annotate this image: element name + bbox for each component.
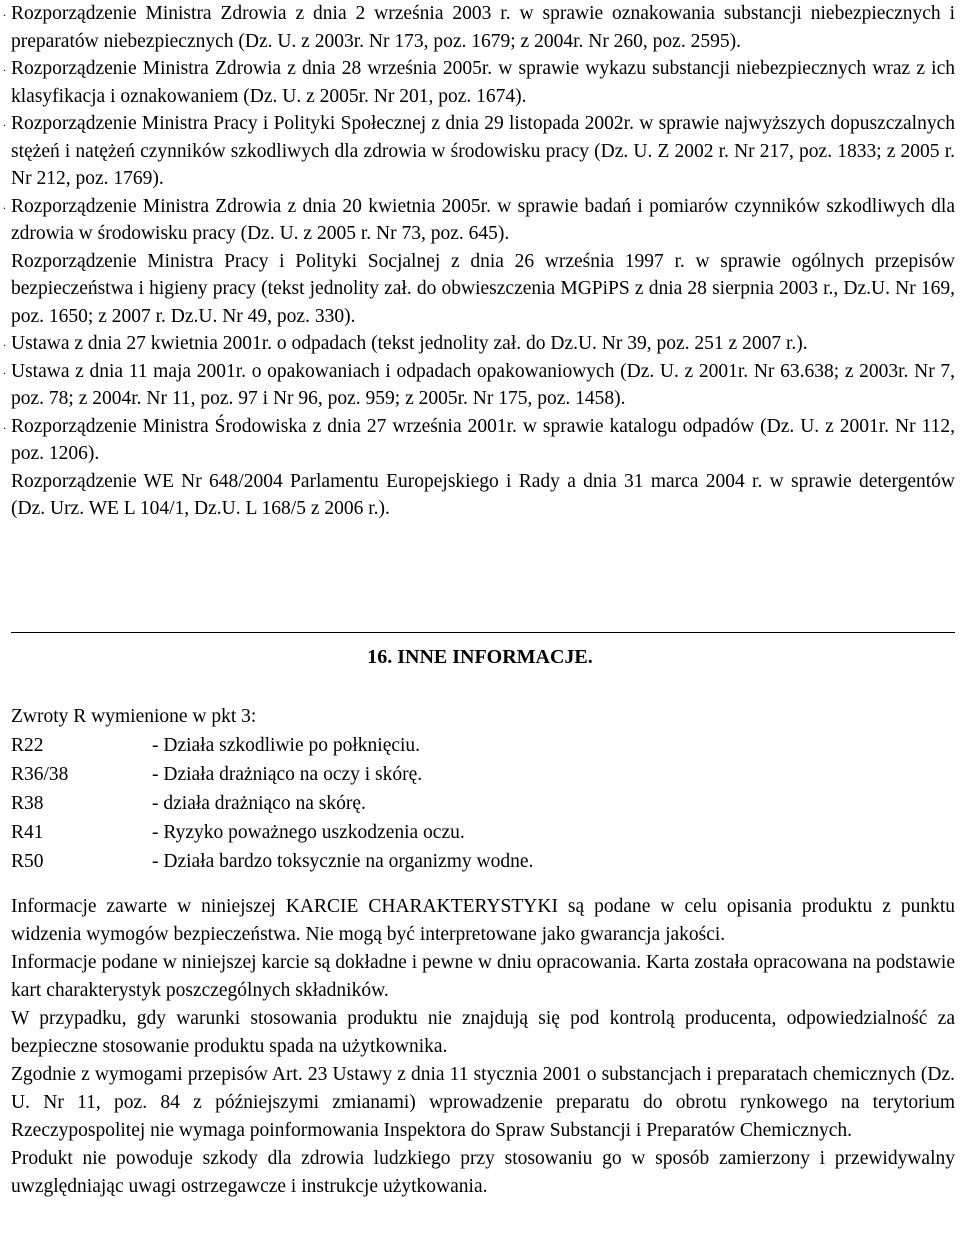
legal-reference-text: Rozporządzenie Ministra Pracy i Polityki Społecznej z dnia 29 listopada 2002r. w sprawie najwyższych dopuszczalnych stężeń i natężeń czynników szkodliwych dla zdrowia w środowisku pracy (Dz. U. Z 2002 r. Nr 217, poz. 1833; z 2005 r. Nr 212, poz. 1769). [11, 113, 955, 189]
bullet-dot: . [3, 60, 6, 74]
r-phrase-code: R50 [11, 851, 44, 872]
r-phrase-row [11, 847, 955, 876]
legal-reference-text: Rozporządzenie Ministra Zdrowia z dnia 28 września 2005r. w sprawie wykazu substancji niebezpiecznych wraz z ich klasyfikacja i oznakowaniem (Dz. U. z 2005r. Nr 201, poz. 1674). [11, 58, 955, 107]
r-phrases-intro: Zwroty R wymienione w pkt 3: [11, 706, 257, 727]
bullet-dot: . [3, 5, 6, 19]
r-phrase-row [11, 760, 955, 789]
legal-reference [11, 248, 955, 331]
legal-reference-text: Rozporządzenie Ministra Zdrowia z dnia 20 kwietnia 2005r. w sprawie badań i pomiarów czynników szkodliwych dla zdrowia w środowisku pracy (Dz. U. z 2005 r. Nr 73, poz. 645). [11, 195, 955, 244]
r-phrase-description: - Ryzyko poważnego uszkodzenia oczu. [152, 822, 465, 843]
legal-reference-text: Rozporządzenie WE Nr 648/2004 Parlamentu Europejskiego i Rady a dnia 31 marca 2004 r. w sprawie detergentów (Dz. Urz. WE L 104/1, Dz.U. L 168/5 z 2006 r.). [11, 470, 955, 519]
legal-reference [3, 0, 955, 55]
legal-reference-text: Ustawa z dnia 11 maja 2001r. o opakowaniach i odpadach opakowaniowych (Dz. U. z 2001r. Nr 63.638; z 2003r. Nr 7, poz. 78; z 2004r. Nr 11, poz. 97 i Nr 96, poz. 959; z 2005r. Nr 175, poz. 1458). [11, 360, 955, 409]
bullet-dot: . [3, 197, 6, 212]
r-phrase-description: - działa drażniąco na skórę. [152, 793, 366, 814]
info-paragraph: Informacje zawarte w niniejszej KARCIE CHARAKTERYSTYKI są podane w celu opisania produktu z punktu widzenia wymogów bezpieczeństwa. Nie mogą być interpretowane jako gwarancja jakości. [11, 896, 955, 945]
r-phrase-row [11, 731, 955, 760]
r-phrase-code: R41 [11, 822, 44, 843]
r-phrase-description: - Działa drażniąco na oczy i skórę. [152, 764, 423, 785]
legal-reference [3, 193, 955, 248]
bullet-dot: . [3, 362, 6, 377]
r-phrase-code: R36/38 [11, 764, 69, 785]
section-heading: 16. INNE INFORMACJE. [367, 646, 593, 668]
bullet-dot: . [3, 417, 6, 432]
legal-reference-text: Ustawa z dnia 27 kwietnia 2001r. o odpadach (tekst jednolity zał. do Dz.U. Nr 39, poz. 251 z 2007 r.). [11, 333, 808, 354]
info-paragraph: W przypadku, gdy warunki stosowania produktu nie znajdują się pod kontrolą producenta, odpowiedzialność za bezpieczne stosowanie produktu spada na użytkownika. [11, 1008, 955, 1057]
legal-reference [3, 358, 955, 413]
r-phrase-code: R22 [11, 735, 44, 756]
info-paragraph: Produkt nie powoduje szkody dla zdrowia ludzkiego przy stosowaniu go w sposób zamierzony i przewidywalny uwzględniając uwagi ostrzegawcze i instrukcje użytkowania. [11, 1148, 955, 1197]
legal-reference-text: Rozporządzenie Ministra Zdrowia z dnia 2 września 2003 r. w sprawie oznakowania substancji niebezpiecznych i preparatów niebezpiecznych (Dz. U. z 2003r. Nr 173, poz. 1679; z 2004r. Nr 260, poz. 2595). [11, 3, 955, 52]
legal-reference [3, 55, 955, 110]
r-phrases-block [11, 702, 955, 876]
r-phrase-code: R38 [11, 793, 44, 814]
bullet-dot: . [3, 115, 6, 129]
legal-references [3, 0, 955, 523]
r-phrase-description: - Działa szkodliwie po połknięciu. [152, 735, 421, 756]
r-phrase-row [11, 789, 955, 818]
section-divider [11, 632, 955, 633]
r-phrase-description: - Działa bardzo toksycznie na organizmy wodne. [152, 851, 534, 872]
legal-reference-text: Rozporządzenie Ministra Środowiska z dnia 27 września 2001r. w sprawie katalogu odpadów (Dz. U. z 2001r. Nr 112, poz. 1206). [11, 415, 955, 464]
legal-reference [3, 413, 955, 468]
info-paragraph: Informacje podane w niniejszej karcie są dokładne i pewne w dniu opracowania. Karta została opracowana na podstawie kart charakterystyk poszczególnych składników. [11, 952, 955, 1001]
r-phrase-row [11, 818, 955, 847]
bullet-dot: . [3, 335, 6, 349]
legal-reference [3, 330, 955, 358]
legal-reference [3, 110, 955, 193]
legal-reference-text: Rozporządzenie Ministra Pracy i Polityki Socjalnej z dnia 26 września 1997 r. w sprawie ogólnych przepisów bezpieczeństwa i higieny pracy (tekst jednolity zał. do obwieszczenia MGPiPS z dnia 28 sierpnia 2003 r., Dz.U. Nr 169, poz. 1650; z 2007 r. Dz.U. Nr 49, poz. 330). [11, 250, 955, 327]
additional-information [11, 893, 955, 1201]
legal-reference [11, 468, 955, 523]
info-paragraph: Zgodnie z wymogami przepisów Art. 23 Ustawy z dnia 11 stycznia 2001 o substancjach i preparatach chemicznych (Dz. U. Nr 11, poz. 84 z późniejszymi zmianami) wprowadzenie preparatu do obrotu rynkowego na terytorium Rzeczypospolitej nie wymaga poinformowania Inspektora do Spraw Substancji i Preparatów Chemicznych. [11, 1064, 955, 1141]
